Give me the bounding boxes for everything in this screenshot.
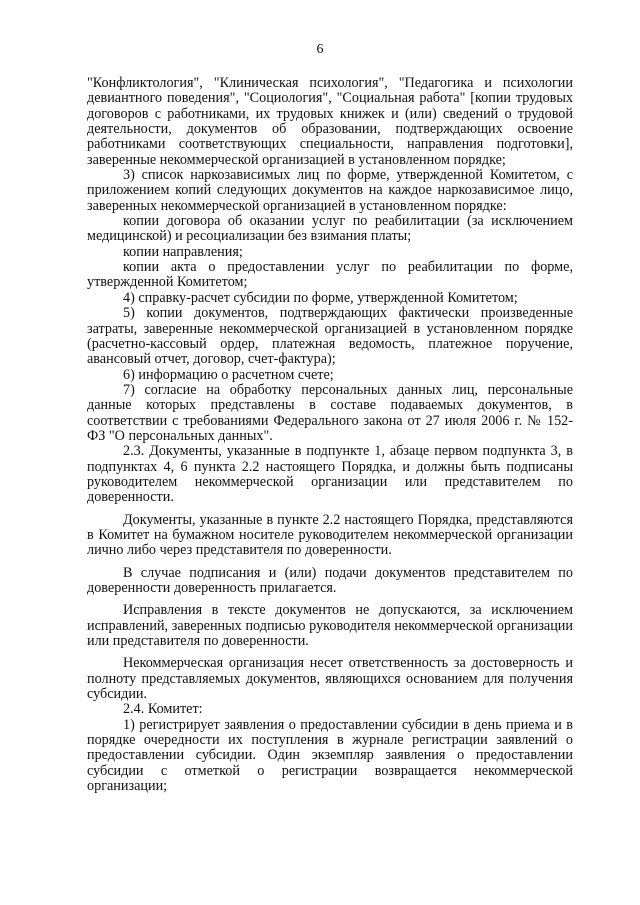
paragraph: 7) согласие на обработку персональных данных лиц, персональные данные которых представлены в составе подаваемых документов, в соответствии с требованиями Федерального закона от 27 июля 2006 г. № 152-ФЗ "О персональных данных".: [87, 381, 573, 444]
paragraph: копии направления;: [123, 243, 243, 260]
paragraph: Исправления в тексте документов не допускаются, за исключением исправлений, заверенных подписью руководителя некоммерческой организации или представителя по доверенности.: [87, 602, 573, 650]
paragraph: 6) информацию о расчетном счете;: [123, 366, 334, 383]
paragraph: 3) список наркозависимых лиц по форме, утвержденной Комитетом, с приложением копий следующих документов на каждое наркозависимое лицо, заверенных некоммерческой организацией в установленном порядке:: [87, 167, 573, 214]
page-number: 6: [316, 42, 324, 57]
paragraph: копии договора об оказании услуг по реабилитации (за исключением медицинской) и ресоциализации без взимания платы;: [87, 213, 573, 245]
paragraph: В случае подписания и (или) подачи документов представителем по доверенности доверенность прилагается.: [87, 564, 573, 596]
paragraph: 5) копии документов, подтверждающих фактически произведенные затраты, заверенные некоммерческой организацией в установленном порядке (расчетно-кассовый ордер, платежная ведомость, платежное поручение, авансовый отчет, договор, счет-фактура);: [87, 305, 573, 368]
paragraph: "Конфликтология", "Клиническая психология", "Педагогика и психологии девиантного поведения", "Социология", "Социальная работа" [копии трудовых договоров с работниками, их трудовых книжек и (или) сведений о трудовой деятельности, документов об образовании, подтверждающих освоение работниками соответствующих специальности, направления подготовки], заверенные некоммерческой организацией в установленном порядке;: [87, 75, 573, 168]
paragraph: Некоммерческая организация несет ответственность за достоверность и полноту представляемых документов, являющихся основанием для получения субсидии.: [87, 655, 573, 703]
paragraph: 2.3. Документы, указанные в подпункте 1, абзаце первом подпункта 3, в подпунктах 4, 6 пункта 2.2 настоящего Порядка, и должны быть подписаны руководителем некоммерческой организации или представителем по доверенности.: [87, 443, 573, 506]
paragraph: Документы, указанные в пункте 2.2 настоящего Порядка, представляются в Комитет на бумажном носителе руководителем некоммерческой организации лично либо через представителя по доверенности.: [87, 511, 573, 559]
paragraph: 2.4. Комитет:: [123, 701, 203, 718]
document-body: [87, 76, 573, 794]
paragraph: 4) справку-расчет субсидии по форме, утвержденной Комитетом;: [123, 289, 518, 306]
paragraph: копии акта о предоставлении услуг по реабилитации по форме, утвержденной Комитетом;: [87, 259, 573, 291]
paragraph: 1) регистрирует заявления о предоставлении субсидии в день приема и в порядке очередности их поступления в журнале регистрации заявлений о предоставлении субсидии. Один экземпляр заявления о предоставлении субсидии с отметкой о регистрации возвращается некоммерческой организации;: [87, 716, 573, 795]
